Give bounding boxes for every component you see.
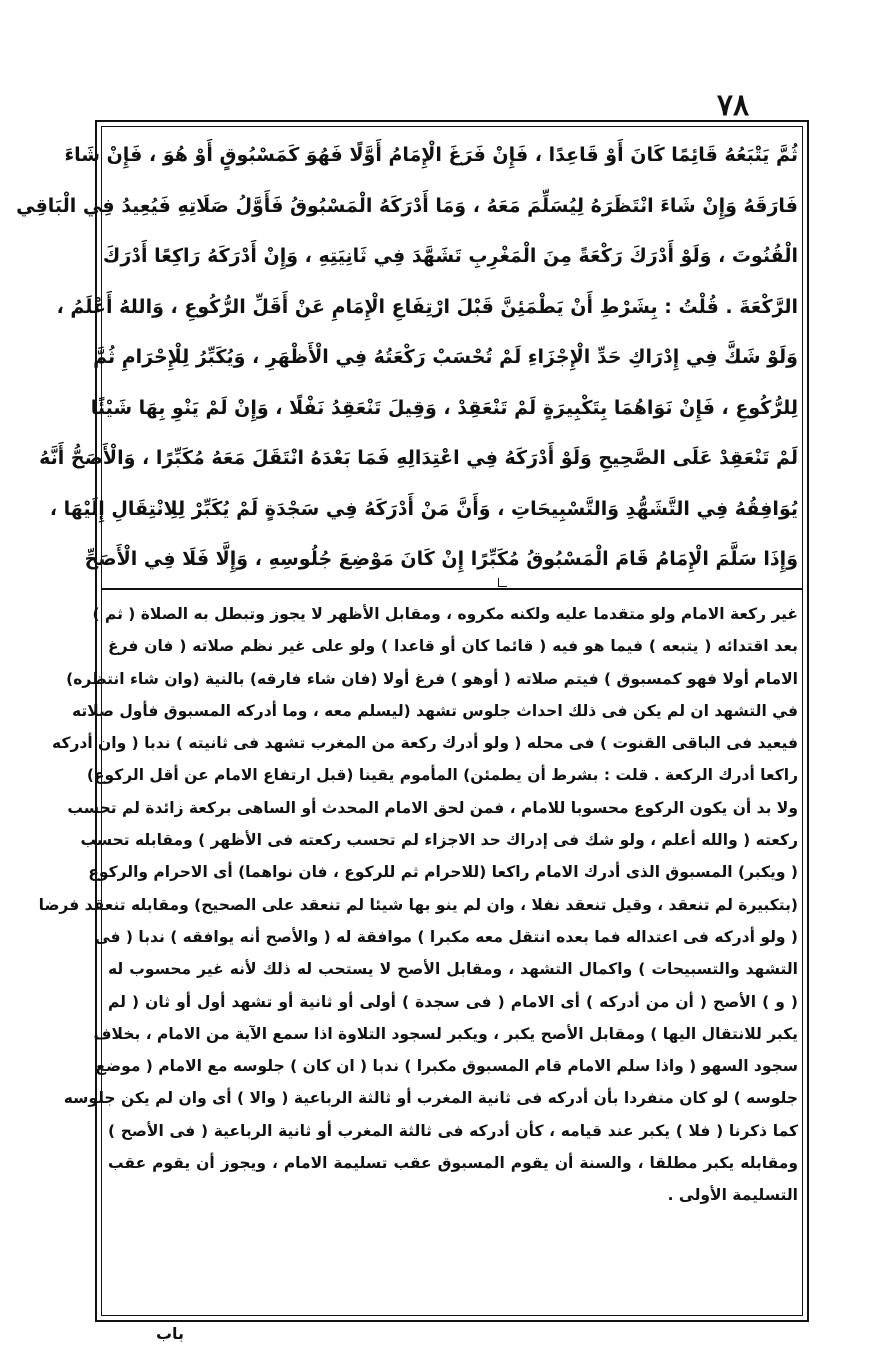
- main-text-line: لَمْ تَنْعَقِدْ عَلَى الصَّحِيحِ وَلَوْ أَدْرَكَهُ فِي اعْتِدَالِهِ فَمَا بَعْدَهُ انْتَقَلَ مَعَهُ مُكَبِّرًا ، وَالْأَصَحُّ أَنَّهُ: [39, 447, 798, 469]
- commentary-line: فيعيد فى الباقى القنوت ) فى محله ( ولو أدرك ركعة من المغرب تشهد فى ثانيته ) ندبا ( وان أدركه: [52, 734, 798, 753]
- commentary-line: بعد اقتدائه ( يتبعه ) فيما هو فيه ( قائما كان أو قاعدا ) ولو على غير نظم صلاته ( فان فرغ: [108, 637, 798, 656]
- commentary-block: [38, 598, 798, 1313]
- section-divider: [101, 588, 803, 590]
- main-text-line: وَلَوْ شَكَّ فِي إِدْرَاكِ حَدِّ الْإِجْزَاءِ لَمْ تُحْسَبْ رَكْعَتُهُ فِي الْأَظْهَرِ ، وَيُكَبِّرُ لِلْإِحْرَامِ ثُمَّ: [93, 346, 798, 368]
- commentary-line: كما ذكرنا ( فلا ) يكبر عند قيامه ، كأن أدركه فى ثالثة المغرب أو ثانية الرباعية ( فى الأصح ): [108, 1121, 798, 1140]
- page-number: ٧٨: [716, 88, 750, 123]
- commentary-line: ( ويكبر) المسبوق الذى أدرك الامام راكعا (للاحرام ثم للركوع ، فان نواهما) أى الاحرام والركوع: [88, 863, 798, 882]
- commentary-line: غير ركعة الامام ولو متقدما عليه ولكنه مكروه ، ومقابل الأظهر لا يجوز وتبطل به الصلاة ( ثم ): [92, 605, 798, 623]
- commentary-line: ( و ) الأصح ( أن من أدركه ) أى الامام ( فى سجدة ) أولى أو ثانية أو تشهد أول أو ثان ( لم: [108, 992, 798, 1011]
- main-text-line: وَإِذَا سَلَّمَ الْإِمَامُ قَامَ الْمَسْبُوقُ مُكَبِّرًا إِنْ كَانَ مَوْضِعَ جُلُوسِهِ ، وَإِلَّا فَلَا فِي الْأَصَحِّ: [84, 548, 798, 570]
- commentary-line: يكبر للانتقال اليها ) ومقابل الأصح يكبر ، ويكبر لسجود التلاوة اذا سمع الآية من الامام ، بخلاف: [93, 1024, 798, 1043]
- commentary-line: الامام أولا فهو كمسبوق ) فيتم صلاته ( أوهو ) فرغ أولا (فان شاء فارقه) بالنية (وان شاء انتظره): [66, 669, 798, 688]
- main-text-line: الْقُنُوتَ ، وَلَوْ أَدْرَكَ رَكْعَةً مِنَ الْمَغْرِبِ تَشَهَّدَ فِي ثَانِيَتِهِ ، وَإِنْ أَدْرَكَهُ رَاكِعًا أَدْرَكَ: [102, 245, 798, 267]
- main-text-line: يُوَافِقُهُ فِي التَّشَهُّدِ وَالتَّسْبِيحَاتِ ، وَأَنَّ مَنْ أَدْرَكَهُ فِي سَجْدَةٍ لَمْ يُكَبِّرْ لِلِانْتِقَالِ إِلَيْهَا ،: [49, 497, 798, 520]
- commentary-line: ومقابله يكبر مطلقا ، والسنة أن يقوم المسبوق عقب تسليمة الامام ، ويجوز أن يقوم عقب: [108, 1154, 798, 1173]
- commentary-line: ركعته ( والله أعلم ، ولو شك فى إدراك حد الاجزاء لم تحسب ركعته فى الأظهر ) ومقابله تحسب: [80, 831, 798, 850]
- main-text-line: الرَّكْعَةَ . قُلْتُ : بِشَرْطِ أَنْ يَطْمَئِنَّ قَبْلَ ارْتِفَاعِ الْإِمَامِ عَنْ أَقَلِّ الرُّكُوعِ ، وَاللهُ أَعْلَمُ ،: [56, 295, 798, 318]
- main-text-block: [16, 130, 798, 585]
- commentary-line-final: التسليمة الأولى .: [667, 1186, 798, 1205]
- main-text-line: فَارَقَهُ وَإِنْ شَاءَ انْتَظَرَهُ لِيُسَلِّمَ مَعَهُ ، وَمَا أَدْرَكَهُ الْمَسْبُوقُ فَأَوَّلُ صَلَاتِهِ فَيُعِيدُ فِي الْبَاقِي: [16, 194, 798, 217]
- commentary-line: جلوسه ) لو كان منفردا بأن أدركه فى ثانية المغرب أو ثالثة الرباعية ( والا ) أى وان لم يكن جلوسه: [63, 1089, 798, 1108]
- commentary-line: في التشهد ان لم يكن فى ذلك احداث جلوس تشهد (ليسلم معه ، وما أدركه المسبوق فأول صلاته: [71, 701, 798, 720]
- divider-notch-mark: [498, 578, 507, 587]
- commentary-line: (بتكبيرة لم تنعقد ، وقيل تنعقد نفلا ، وان لم ينو بها شيئا لم تنعقد على الصحيح) ومقابله تنعقد فرضا: [38, 895, 798, 914]
- commentary-line: ولا بد أن يكون الركوع محسوبا للامام ، فمن لحق الامام المحدث أو الساهى بركعة زائدة لم تحسب: [67, 798, 798, 817]
- commentary-line: ( ولو أدركه فى اعتداله فما بعده انتقل معه مكبرا ) موافقة له ( والأصح أنه يوافقه ) ندبا ( فى: [94, 927, 798, 946]
- main-text-line: ثُمَّ يَتْبَعُهُ قَائِمًا كَانَ أَوْ قَاعِدًا ، فَإِنْ فَرَغَ الْإِمَامُ أَوَّلًا فَهُوَ كَمَسْبُوقٍ أَوْ هُوَ ، فَإِنْ شَاءَ: [64, 144, 798, 166]
- commentary-line: التشهد والتسبيحات ) واكمال التشهد ، ومقابل الأصح لا يستحب له ذلك لأنه غير محسوب له: [108, 960, 798, 979]
- catchword: باب: [155, 1324, 185, 1343]
- commentary-line: راكعا أدرك الركعة . قلت : بشرط أن يطمئن) المأموم يقينا (قبل ارتفاع الامام عن أقل الركوع): [86, 766, 798, 785]
- commentary-line: سجود السهو ( واذا سلم الامام قام المسبوق مكبرا ) ندبا ( ان كان ) جلوسه مع الامام ( موضع: [95, 1057, 798, 1076]
- main-text-line: لِلرُّكُوعِ ، فَإِنْ نَوَاهُمَا بِتَكْبِيرَةٍ لَمْ تَنْعَقِدْ ، وَقِيلَ تَنْعَقِدُ نَفْلًا ، وَإِنْ لَمْ يَنْوِ بِهَا شَيْئًا: [90, 396, 798, 419]
